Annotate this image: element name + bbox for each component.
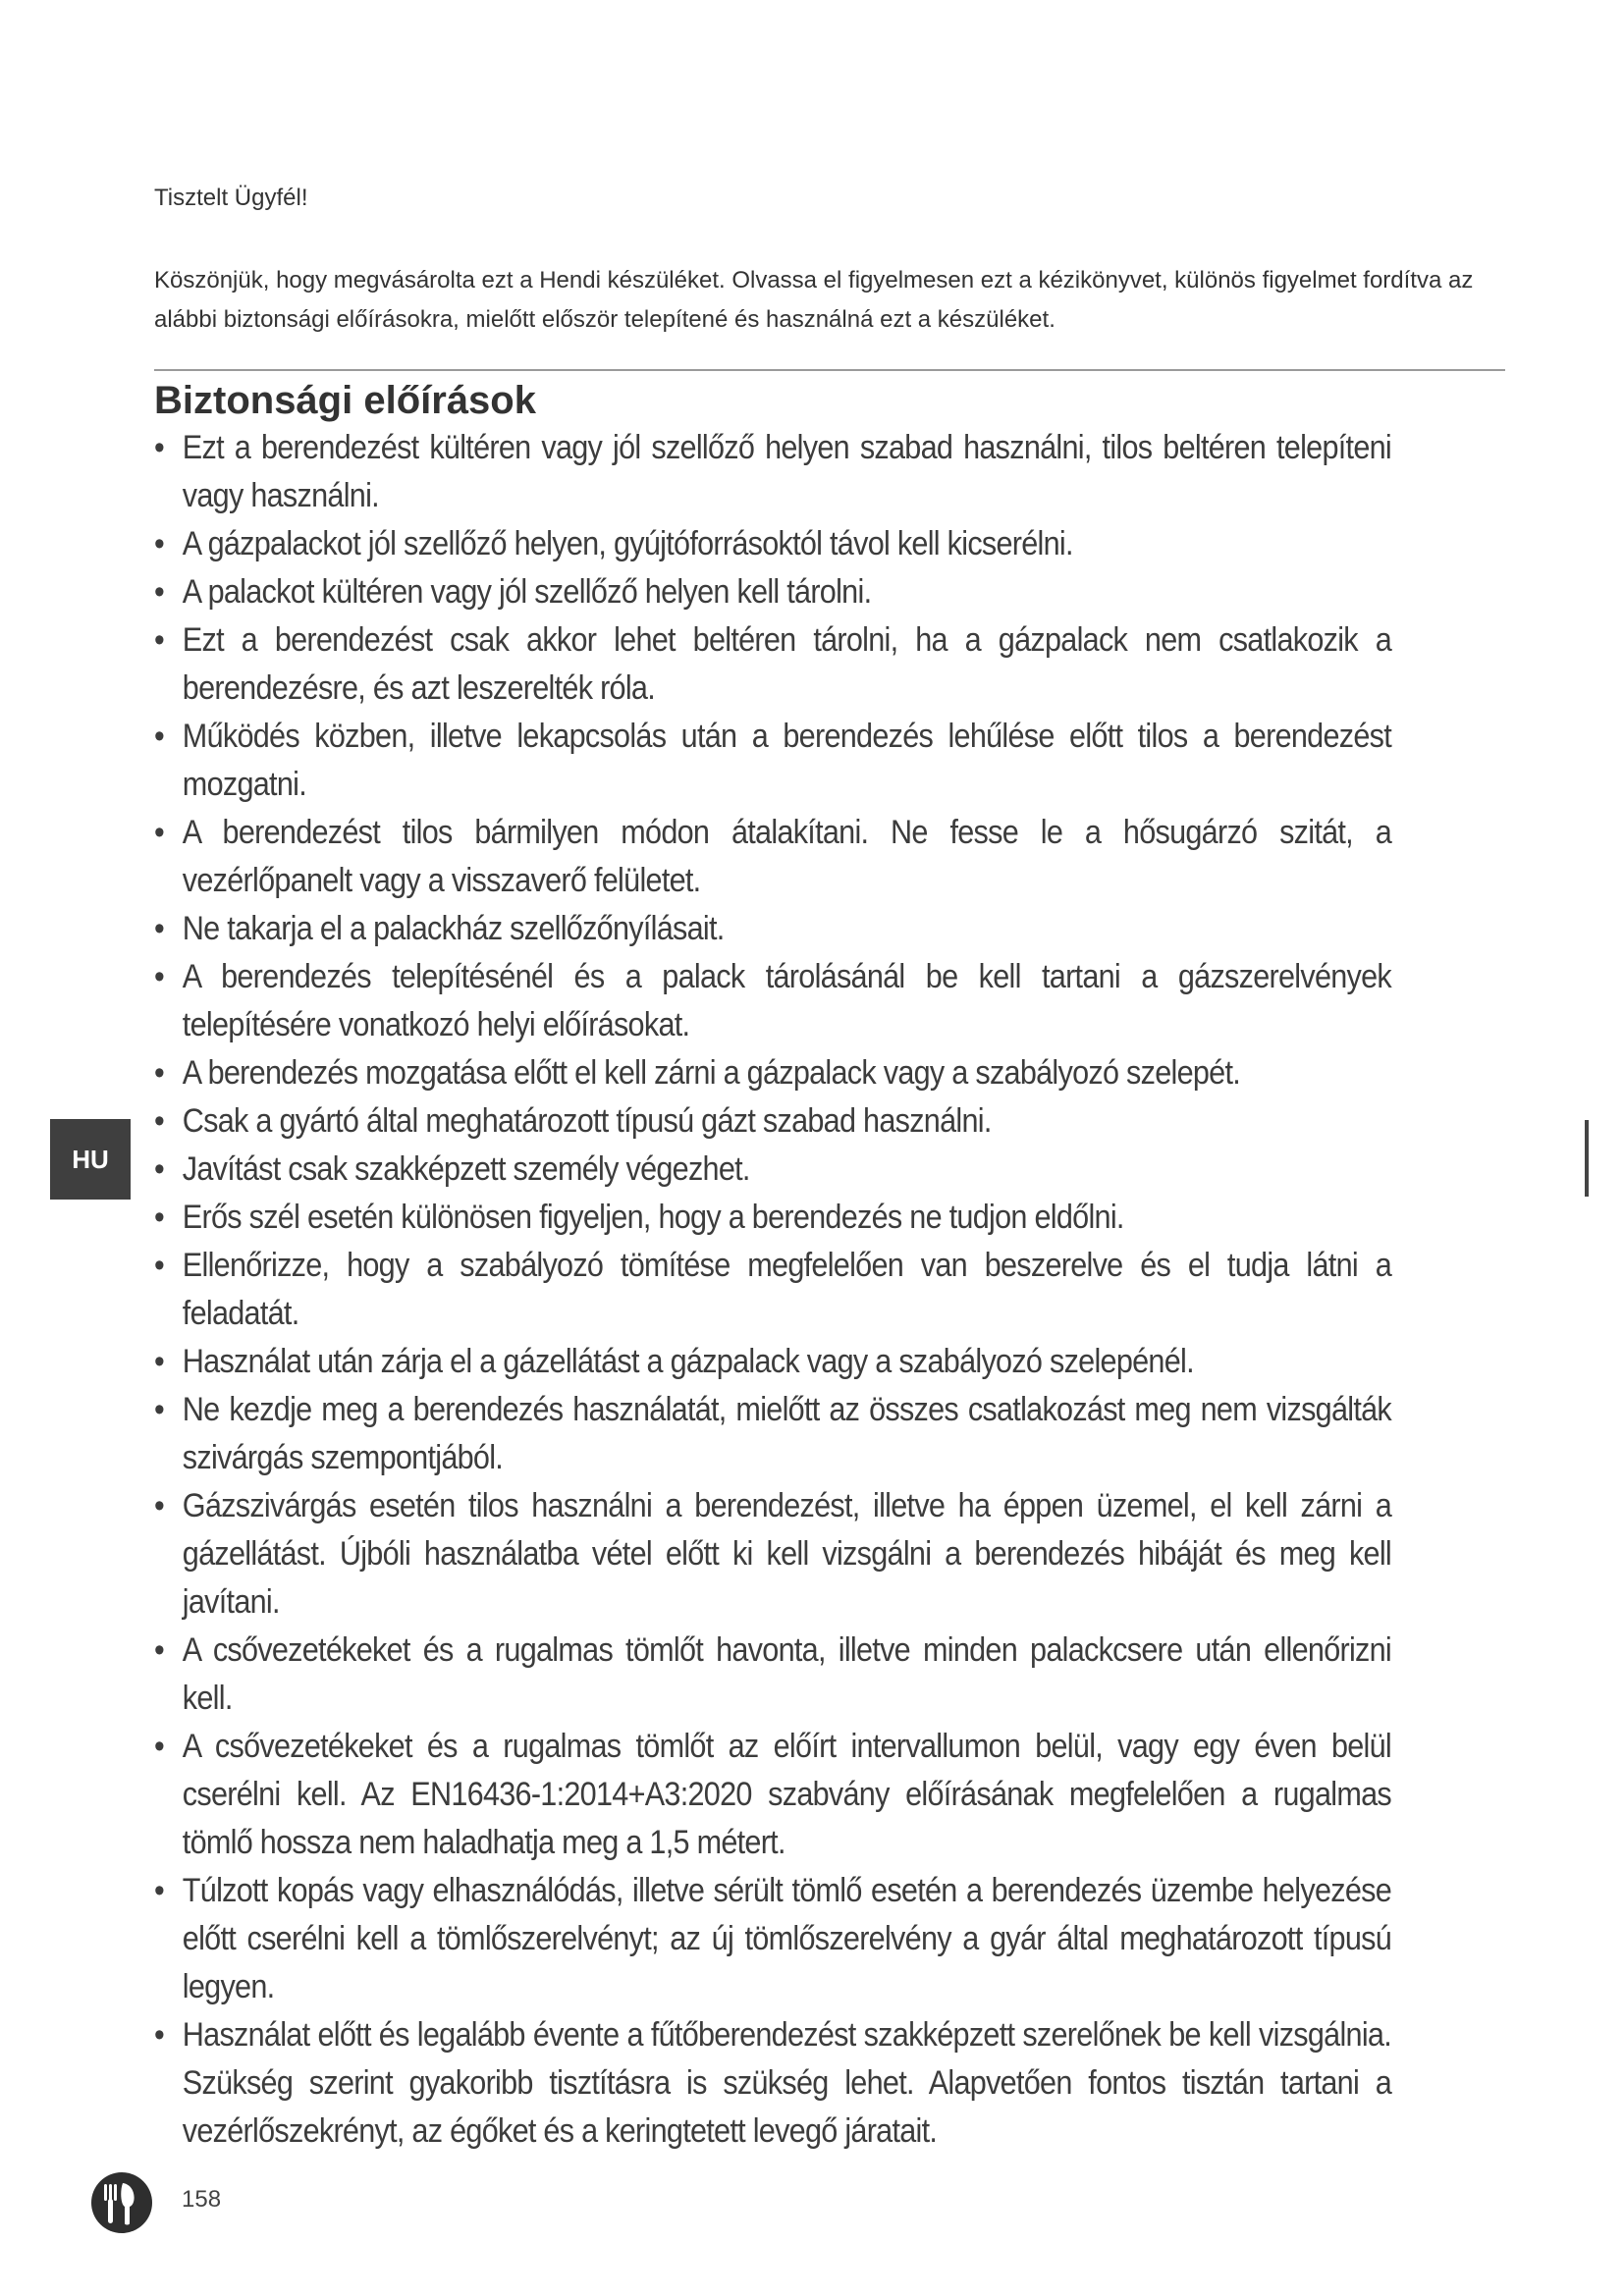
safety-rule: • Javítást csak szakképzett személy végezhet. [154, 1146, 1391, 1194]
safety-rule: • A berendezést tilos bármilyen módon átalakítani. Ne fesse le a hősugárzó szitát, a vezérlőpanelt vagy a visszaverő felületet. [154, 809, 1391, 905]
safety-rule: • Használat előtt és legalább évente a fűtőberendezést szakképzett szerelőnek be kell vizsgálnia. Szükség szerint gyakoribb tisztításra is szükség lehet. Alapvetően fontos tisztán tartani a vezérlőszekrényt, az égőket és a keringtetett levegő járatait. [154, 2011, 1391, 2156]
safety-rule: • Gázszivárgás esetén tilos használni a berendezést, illetve ha éppen üzemel, el kell zárni a gázellátást. Újbóli használatba vétel előtt ki kell vizsgálni a berendezés hibáját és meg kell javítani. [154, 1482, 1391, 1627]
greeting: Tisztelt Ügyfél! [154, 185, 308, 211]
safety-rules-list [154, 424, 1391, 2156]
safety-rule: • Használat után zárja el a gázellátást a gázpalack vagy a szabályozó szelepénél. [154, 1338, 1391, 1386]
safety-rule: • Csak a gyártó által meghatározott típusú gázt szabad használni. [154, 1097, 1391, 1146]
safety-rule: • Ezt a berendezést kültéren vagy jól szellőző helyen szabad használni, tilos beltéren telepíteni vagy használni. [154, 424, 1391, 520]
safety-rule: • Ne kezdje meg a berendezés használatát, mielőtt az összes csatlakozást meg nem vizsgálták szivárgás szempontjából. [154, 1386, 1391, 1482]
safety-rule: • Működés közben, illetve lekapcsolás után a berendezés lehűlése előtt tilos a berendezést mozgatni. [154, 713, 1391, 809]
section-title: Biztonsági előírások [154, 379, 536, 422]
page-number: 158 [182, 2186, 222, 2213]
safety-rule: • A berendezés mozgatása előtt el kell zárni a gázpalack vagy a szabályozó szelepét. [154, 1049, 1391, 1097]
intro-paragraph: Köszönjük, hogy megvásárolta ezt a Hendi készüléket. Olvassa el figyelmesen ezt a kézikönyvet, különös figyelmet fordítva az alábbi biztonsági előírásokra, mielőtt először telepítené és használná ezt a készüléket. [154, 267, 1474, 333]
safety-rule: • A gázpalackot jól szellőző helyen, gyújtóforrásoktól távol kell kicserélni. [154, 520, 1391, 568]
safety-rule: • Erős szél esetén különösen figyeljen, hogy a berendezés ne tudjon eldőlni. [154, 1194, 1391, 1242]
fork-knife-logo-icon [90, 2171, 153, 2234]
safety-rule: • A palackot kültéren vagy jól szellőző helyen kell tárolni. [154, 568, 1391, 616]
safety-rule: • Túlzott kopás vagy elhasználódás, illetve sérült tömlő esetén a berendezés üzembe helyezése előtt cserélni kell a tömlőszerelvényt; az új tömlőszerelvény a gyár által meghatározott típusú legyen. [154, 1867, 1391, 2011]
safety-rule: • Ezt a berendezést csak akkor lehet beltéren tárolni, ha a gázpalack nem csatlakozik a berendezésre, és azt leszerelték róla. [154, 616, 1391, 713]
safety-rule: • Ne takarja el a palackház szellőzőnyílásait. [154, 905, 1391, 953]
safety-rule: • A csővezetékeket és a rugalmas tömlőt az előírt intervallumon belül, vagy egy éven belül cserélni kell. Az EN16436-1:2014+A3:2020 szabvány előírásának megfelelően a rugalmas tömlő hossza nem haladhatja meg a 1,5 métert. [154, 1723, 1391, 1867]
language-tab: HU [50, 1119, 131, 1200]
margin-marker [1585, 1120, 1589, 1197]
safety-rule: • A csővezetékeket és a rugalmas tömlőt havonta, illetve minden palackcsere után ellenőrizni kell. [154, 1627, 1391, 1723]
safety-rule: • Ellenőrizze, hogy a szabályozó tömítése megfelelően van beszerelve és el tudja látni a feladatát. [154, 1242, 1391, 1338]
section-divider [154, 369, 1505, 371]
safety-rule: • A berendezés telepítésénél és a palack tárolásánál be kell tartani a gázszerelvények telepítésére vonatkozó helyi előírásokat. [154, 953, 1391, 1049]
